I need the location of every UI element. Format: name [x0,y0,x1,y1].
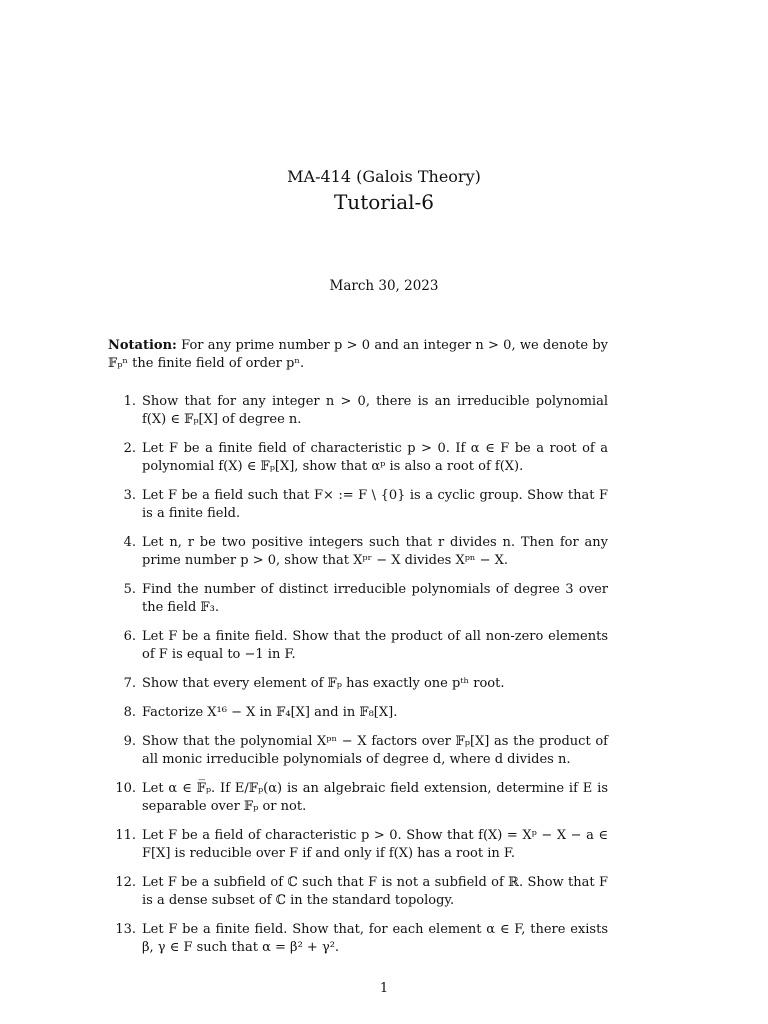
problem-text: Let F be a field such that F× := F \ {0} is a cyclic group. Show that F is a finite field. [142,488,608,521]
page-number: 1 [379,981,389,996]
course-title: MA-414 (Galois Theory) [287,167,481,186]
problem-number: 8. [123,705,136,720]
problem-item-10 [108,780,608,816]
problem-text: Factorize X¹⁶ − X in 𝔽₄[X] and in 𝔽₈[X]. [142,705,398,720]
problem-number: 7. [123,676,136,691]
problem-item-13 [108,921,608,957]
notation-text: For any prime number p > 0 and an integer n > 0, we denote by 𝔽ₚⁿ the finite field of order pⁿ. [108,338,608,371]
problem-text: Let F be a finite field. Show that the product of all non-zero elements of F is equal to −1 in F. [142,629,608,662]
problem-list [108,393,608,968]
problem-text: Show that every element of 𝔽ₚ has exactly one pᵗʰ root. [142,676,505,691]
problem-number: 12. [115,875,136,890]
notation-paragraph [108,337,608,373]
problem-text: Find the number of distinct irreducible polynomials of degree 3 over the field 𝔽₃. [142,582,608,615]
problem-text: Let F be a field of characteristic p > 0. Show that f(X) = Xᵖ − X − a ∈ F[X] is reducible over F if and only if f(X) has a root in F. [142,828,608,861]
problem-text: Let F be a subfield of ℂ such that F is not a subfield of ℝ. Show that F is a dense subset of ℂ in the standard topology. [142,875,608,908]
problem-number: 13. [115,922,136,937]
problem-item-11 [108,827,608,863]
document-date: March 30, 2023 [329,278,439,294]
problem-item-12 [108,874,608,910]
problem-number: 9. [123,734,136,749]
problem-text: Show that the polynomial Xᵖⁿ − X factors over 𝔽ₚ[X] as the product of all monic irreducible polynomials of degree d, where d divides n. [142,734,608,767]
problem-number: 2. [123,441,136,456]
problem-item-6 [108,628,608,664]
notation-label: Notation: [108,338,177,353]
problem-item-5 [108,581,608,617]
problem-number: 1. [123,394,136,409]
problem-text: Let F be a finite field of characteristic p > 0. If α ∈ F be a root of a polynomial f(X) ∈ 𝔽ₚ[X], show that αᵖ is also a root of f(X). [142,441,608,474]
problem-item-8 [108,704,608,722]
problem-item-9 [108,733,608,769]
problem-item-2 [108,440,608,476]
problem-number: 5. [123,582,136,597]
problem-number: 11. [115,828,136,843]
problem-text: Let F be a finite field. Show that, for each element α ∈ F, there exists β, γ ∈ F such that α = β² + γ². [142,922,608,955]
problem-number: 4. [123,535,136,550]
tutorial-title: Tutorial-6 [333,190,435,214]
problem-number: 10. [115,781,136,796]
problem-number: 3. [123,488,136,503]
problem-text: Let n, r be two positive integers such that r divides n. Then for any prime number p > 0, show that Xᵖʳ − X divides Xᵖⁿ − X. [142,535,608,568]
problem-item-1 [108,393,608,429]
problem-text: Show that for any integer n > 0, there is an irreducible polynomial f(X) ∈ 𝔽ₚ[X] of degree n. [142,394,608,427]
problem-text: Let α ∈ 𝔽̅ₚ. If E/𝔽ₚ(α) is an algebraic field extension, determine if E is separable over 𝔽ₚ or not. [142,781,608,814]
problem-item-3 [108,487,608,523]
problem-item-7 [108,675,608,693]
problem-number: 6. [123,629,136,644]
problem-item-4 [108,534,608,570]
